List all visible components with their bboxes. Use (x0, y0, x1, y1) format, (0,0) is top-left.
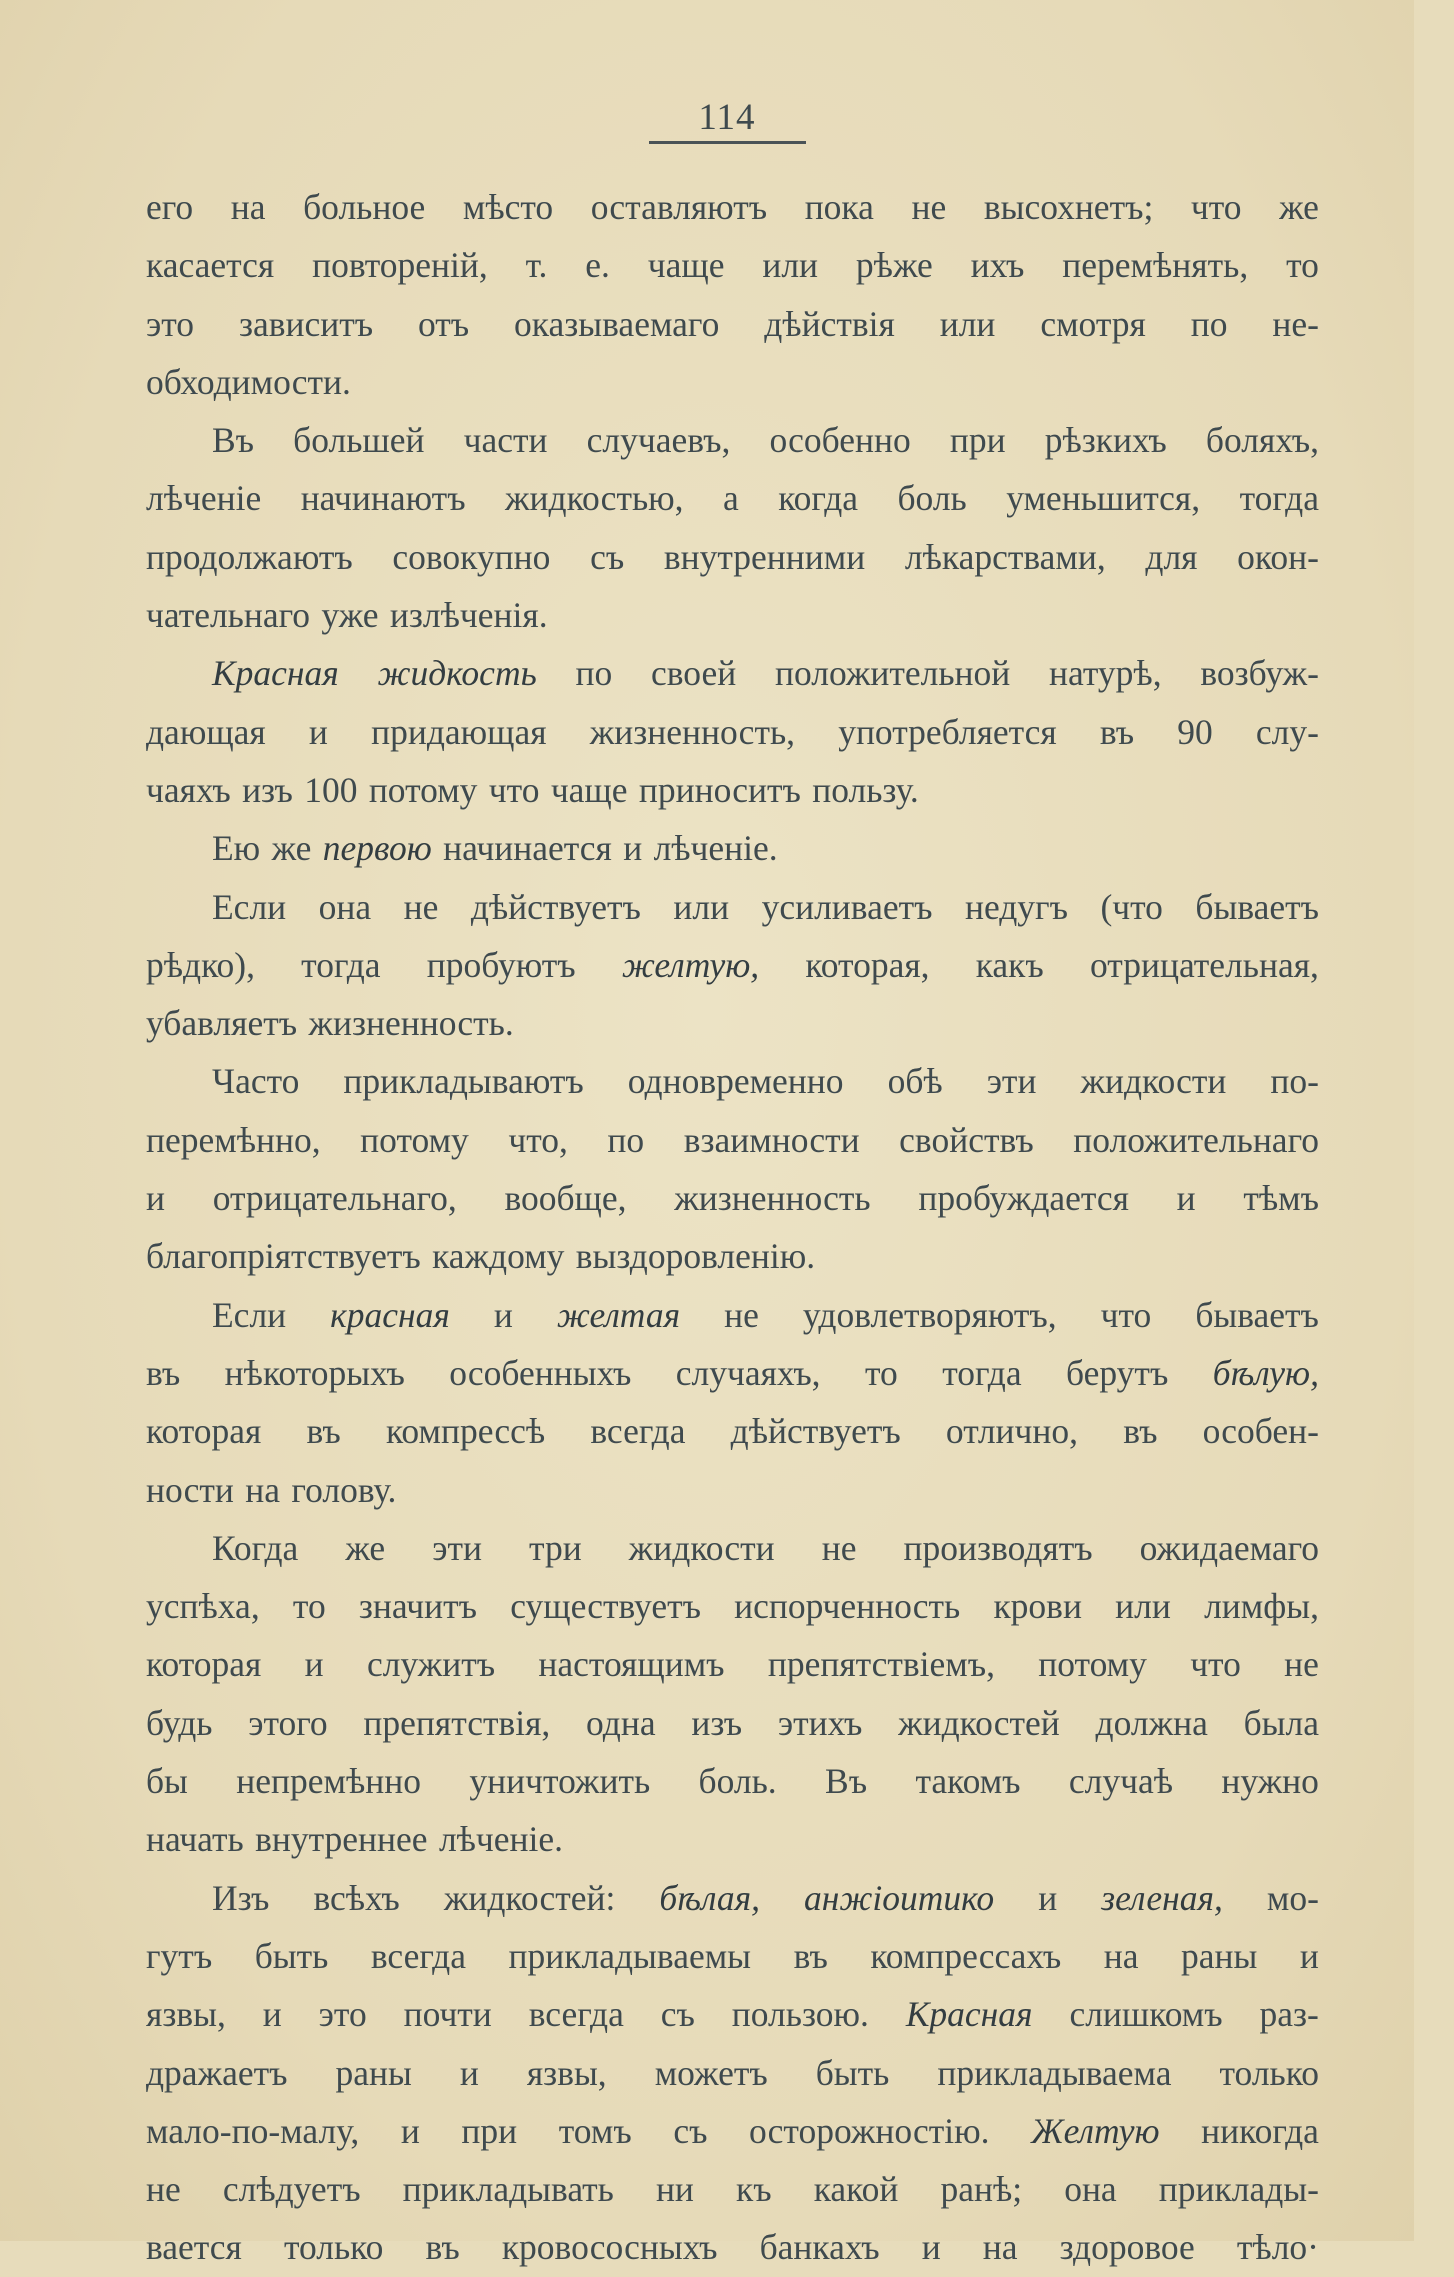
text-line: чательнаго уже излѣченія. (146, 595, 548, 636)
text-line: Красная жидкость по своей положительной натурѣ, возбуж- (212, 653, 1319, 694)
text-line: Въ большей части случаевъ, особенно при рѣзкихъ боляхъ, (212, 420, 1319, 461)
page-number: 114 (698, 97, 756, 138)
text-line: которая въ компрессѣ всегда дѣйствуетъ отлично, въ особен- (146, 1411, 1319, 1452)
text-line: успѣха, то значитъ существуетъ испорченность крови или лимфы, (146, 1586, 1319, 1627)
text-line: это зависитъ отъ оказываемаго дѣйствія или смотря по не- (146, 303, 1319, 344)
text-line: продолжаютъ совокупно съ внутренними лѣкарствами, для окон- (146, 536, 1319, 577)
text-line: мало-по-малу, и при томъ съ осторожностію. Желтую никогда (146, 2110, 1319, 2151)
text-line: ности на голову. (146, 1469, 397, 1510)
text-line: Если она не дѣйствуетъ или усиливаетъ недугъ (что бываетъ (212, 886, 1319, 927)
text-line: Когда же эти три жидкости не производятъ ожидаемаго (212, 1527, 1319, 1568)
text-line: Ею же первою начинается и лѣченіе. (212, 828, 778, 869)
text-line: убавляетъ жизненность. (146, 1003, 514, 1044)
text-line: Изъ всѣхъ жидкостей: бѣлая, анжіоитико и зеленая, мо- (212, 1877, 1319, 1918)
text-line: вается только въ кровососныхъ банкахъ и на здоровое тѣло· (146, 2227, 1319, 2268)
text-line: и отрицательнаго, вообще, жизненность пробуждается и тѣмъ (146, 1178, 1319, 1219)
text-line: бы непремѣнно уничтожить боль. Въ такомъ случаѣ нужно (146, 1761, 1319, 1802)
text-line: въ нѣкоторыхъ особенныхъ случаяхъ, то тогда берутъ бѣлую, (146, 1352, 1319, 1393)
text-line: Часто прикладываютъ одновременно обѣ эти жидкости по- (212, 1061, 1319, 1102)
text-line: дающая и придающая жизненность, употребляется въ 90 слу- (146, 711, 1319, 752)
text-line: Если красная и желтая не удовлетворяютъ, что бываетъ (212, 1294, 1319, 1335)
text-line: гутъ быть всегда прикладываемы въ компрессахъ на раны и (146, 1935, 1319, 1976)
text-line: не слѣдуетъ прикладывать ни къ какой ранѣ; она приклады- (146, 2169, 1319, 2210)
text-line: будь этого препятствія, одна изъ этихъ жидкостей должна была (146, 1702, 1319, 1743)
header-rule (649, 141, 806, 144)
text-line: дражаетъ раны и язвы, можетъ быть прикладываема только (146, 2052, 1319, 2093)
text-line: рѣдко), тогда пробуютъ желтую, которая, какъ отрицательная, (146, 944, 1319, 985)
text-line: которая и служитъ настоящимъ препятствіемъ, потому что не (146, 1644, 1319, 1685)
text-line: касается повтореній, т. е. чаще или рѣже ихъ перемѣнять, то (146, 245, 1319, 286)
text-line: его на больное мѣсто оставляютъ пока не высохнетъ; что же (146, 187, 1319, 227)
text-line: благопріятствуетъ каждому выздоровленію. (146, 1236, 816, 1277)
text-line: чаяхъ изъ 100 потому что чаще приноситъ пользу. (146, 769, 919, 810)
text-line: лѣченіе начинаютъ жидкостью, а когда боль уменьшится, тогда (146, 478, 1319, 519)
text-line: обходимости. (146, 361, 351, 402)
text-line: начать внутреннее лѣченіе. (146, 1819, 564, 1860)
text-line: перемѣнно, потому что, по взаимности свойствъ положительнаго (146, 1119, 1319, 1160)
body-text (146, 178, 1319, 2277)
text-line: язвы, и это почти всегда съ пользою. Красная слишкомъ раз- (146, 1994, 1319, 2035)
